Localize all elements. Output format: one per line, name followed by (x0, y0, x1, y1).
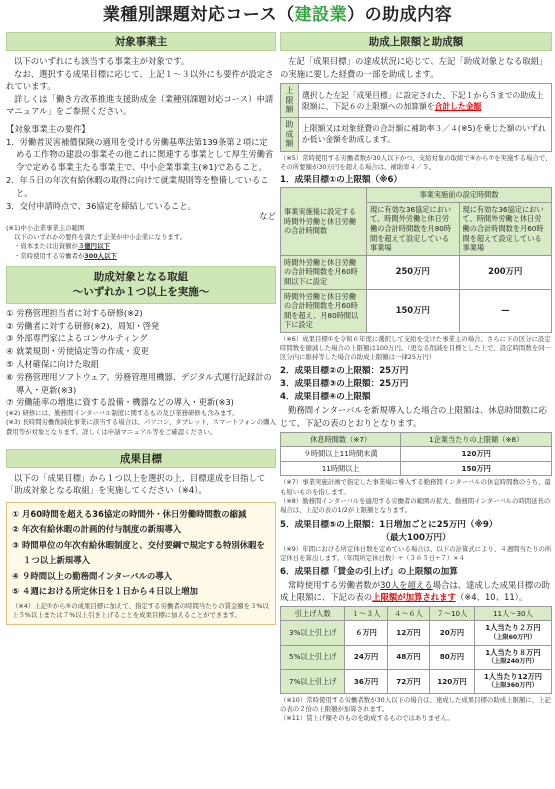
goal-item: ③ 時間単位の年次有給休暇制度と、交付要綱で規定する特別休暇を１つ以上新規導入 (12, 539, 265, 566)
effort-item: ② 労働者に対する研修(※2)、周知・啓発 (6, 320, 160, 331)
requirement-1: 1．労働者災害補償保険の適用を受ける労働基準法第139条第２項に定める工作物の建設の事業その他これに関連する事業として厚生労働省令で定める事業主たる事業主で、中小企業事業主(※1)であること。 (6, 136, 274, 173)
sme-note-c: ・常時使用する労働者が300人以下 (14, 251, 117, 260)
goal2-limit: 2．成果目標②の上限額：25万円 (280, 366, 409, 377)
goal6-cell: 36万円 (345, 669, 387, 693)
limit-desc: 選択した左記「成果目標」に設定された、下記１から５までの助成上限額に、下記６の上限額への加算額を合計した金額 (299, 84, 552, 118)
note-11: （※11）賃上げ額そのものを助成するものではありません。 (280, 714, 454, 723)
target-text-1: 以下のいずれにも該当する事業主が対象です。 (14, 56, 190, 66)
goal4-cell: 150万円 (401, 461, 552, 476)
goal6-table (280, 606, 552, 694)
requirements-title: 【対象事業主の要件】 (6, 123, 90, 134)
subsidy-label: 助成額 (281, 117, 299, 151)
goal1-head-group: 事業実施前の設定時間数 (367, 188, 552, 203)
effort-item: ① 労務管理担当者に対する研修(※2) (6, 307, 143, 318)
sme-note (6, 224, 276, 261)
goal6-head: ７～10人 (430, 606, 475, 621)
goal4-cell: ９時間以上11時間未満 (281, 447, 401, 462)
goal6-row-label: 3%以上引上げ (281, 621, 345, 645)
goal1-table (280, 187, 552, 333)
goal1-row-label: 時間外労働と休日労働の合計時間数を月60時間以下に設定 (281, 255, 367, 289)
efforts-note-3: (※3) 長時間労働削減化事業に該当する場合は、パソコン、タブレット、スマートフォンの購入費用等が対象となります。詳しくは申請マニュアル等をご確認ください。 (6, 418, 276, 436)
goal1-cell: 150万円 (367, 289, 460, 332)
goal6-head: 引上げ人数 (281, 606, 345, 621)
goals-box (6, 502, 276, 625)
effort-item: ⑦ 労働能率の増進に資する設備・機器などの導入・更新(※3) (6, 397, 234, 408)
goals-note-4: （※4）上記①から⑤の成果目標に加えて、指定する労働者の時間当たりの賃金額を３%以上５%以上または７%以上引き上げることを成果目標に加えることができます。 (12, 601, 269, 620)
note-9: （※9）年間における所定休日数を定めている場合は、以下の計算式により、４週間当たりの所定休日を算出します。（年間所定休日数）÷（３６５日÷７）×４ (280, 545, 552, 563)
goal6-cell: 80万円 (430, 645, 475, 669)
note-6: （※6）成果目標①を令和６年度に選択して支給を受けた事業主の場合、さらに下の区分に設定時間数を縮減した場合の上限額は100万円。（更なる削減を目標とした上で、設定時間数を同一区分内に維持等した場合の助成上限額は一律25万円） (280, 334, 551, 362)
goal1-title: 1．成果目標①の上限額（※6） (280, 175, 403, 186)
goal-item: ④ ９時間以上の勤務間インターバルの導入 (12, 570, 173, 581)
goal6-cell: 20万円 (430, 621, 475, 645)
note-8: （※8）勤務間インターバルを適用する労働者の範囲の拡大、勤務間インターバルの時間延長の場合は、上記の表の1/2が上限額となります。 (280, 496, 551, 515)
goal1-cell: 200万円 (459, 255, 552, 289)
goal4-cell: 11時間以上 (281, 461, 401, 476)
effort-item: ③ 外部専門家によるコンサルティング (6, 333, 148, 344)
goal1-head-left: 事業実施後に設定する時間外労働と休日労働の合計時間数 (281, 188, 367, 256)
goal6-cell: 24万円 (345, 645, 387, 669)
page-title: 業種別課題対応コース（建設業）の助成内容 (102, 5, 453, 25)
goal6-head: 11人～30人 (474, 606, 551, 621)
target-text-2: なお、選択する成果目標に応じて、上記１～３以外にも要件が設定されています。 (6, 68, 274, 92)
limit-text: 左記「成果目標」の達成状況に応じて、左記「助成対象となる取組」の実施に要した経費の一部を助成します。 (280, 56, 548, 79)
goal1-row-label: 時間外労働と休日労働の合計時間数を月60時間を超え、月80時間以下に設定 (281, 289, 367, 332)
goal6-cell: 1人当たり２万円 （上限60万円） (474, 621, 551, 645)
goal1-cell: — (459, 289, 552, 332)
sme-note-a: 以下のいずれかの要件を満たす企業が中小企業になります。 (14, 233, 187, 242)
requirements-list (6, 136, 276, 213)
goal6-row-label: 5%以上引上げ (281, 645, 345, 669)
goal4-text: 勤務間インターバルを新規導入した場合の上限額は、休息時間数に応じて、下記の表のとおりとなります。 (280, 405, 547, 429)
goal6-text: 常時使用する労働者数が30人を超える場合は、達成した成果目標の助成上限額に、下記の表の上限額が加算されます（※4、10、11）。 (280, 579, 550, 603)
efforts-header: 助成対象となる取組 ～いずれか１つ以上を実施～ (6, 266, 276, 304)
target-header: 対象事業主 (6, 32, 276, 51)
limit-label: 上限額 (281, 84, 299, 118)
goal6-head: １～３人 (345, 606, 387, 621)
efforts-list (6, 307, 276, 409)
efforts-note-2: (※2) 研修には、勤務間インターバル制度に関するもの及び業務研修も含みます。 (6, 409, 239, 418)
goal6-head: ４～６人 (387, 606, 429, 621)
goal6-cell: 1人当たり12万円 （上限360万円） (474, 669, 551, 693)
goal1-head-c2: 現に有効な36協定において、時間外労働と休日労働の合計時間数を月60時間を超えて設定している事業場 (459, 202, 552, 255)
effort-item: ⑥ 労務管理用ソフトウェア、労務管理用機器、デジタル式運行記録計の導入・更新(※3) (6, 371, 272, 395)
goals-text: 以下の「成果目標」から１つ以上を選択の上、目標達成を目指して「助成対象となる取組」を実施してください（※4）。 (6, 472, 266, 496)
effort-item: ⑤ 人材確保に向けた取組 (6, 358, 100, 369)
left-column (6, 32, 276, 625)
goal6-cell: ６万円 (345, 621, 387, 645)
goal6-title: 6．成果目標「賃金の引上げ」の上限額の加算 (280, 566, 458, 577)
goal6-cell: 48万円 (387, 645, 429, 669)
goal1-cell: 250万円 (367, 255, 460, 289)
requirement-3: 3．交付申請時点で、36協定を締結していること。 (6, 200, 196, 211)
goal4-table (280, 432, 552, 477)
goal6-cell: 12万円 (387, 621, 429, 645)
goal6-row-label: 7%以上引上げ (281, 669, 345, 693)
goal1-head-c1: 現に有効な36協定において、時間外労働と休日労働の合計時間数を月80時間を超えて設定している事業場 (367, 202, 460, 255)
subsidy-desc: 上限額又は対象経費の合計額に補助率３／４(※5)を乗じた額のいずれか低い金額を助成します。 (299, 117, 552, 151)
goals-header: 成果目標 (6, 449, 276, 468)
goal4-title: 4．成果目標④の上限額 (280, 392, 371, 403)
goal6-cell: 72万円 (387, 669, 429, 693)
goal6-cell: 120万円 (430, 669, 475, 693)
goal3-limit: 3．成果目標③の上限額：25万円 (280, 379, 409, 390)
goal4-head: 休息時間数（※7） (281, 432, 401, 447)
goal4-cell: 120万円 (401, 447, 552, 462)
goal-item: ① 月60時間を超える36協定の時間外・休日労働時間数の縮減 (12, 508, 247, 519)
requirement-2: 2．年５日の年次有給休暇の取得に向けて就業規則等を整備していること。 (6, 174, 269, 198)
goal5-title: 5．成果目標⑤の上限額：1日増加ごとに25万円（※9） (280, 520, 498, 531)
goal-item: ② 年次有給休暇の計画的付与制度の新規導入 (12, 524, 182, 535)
limit-header: 助成上限額と助成額 (280, 32, 552, 51)
note-5: （※5）常時使用する労働者数が30人以下かつ、支給対象の取組で⑥から⑦を実施する場合で、その所要額が30万円を超える場合は、補助率４／５。 (280, 153, 552, 171)
sme-note-b: ・資本または出資額が３億円以下 (14, 242, 110, 251)
goal5-max: （最大100万円） (381, 533, 451, 544)
requirements-etc: など (259, 211, 276, 222)
target-text-3: 詳しくは「働き方改革推進支援助成金（業種別課題対応コース）申請マニュアル」をご参照ください。 (6, 93, 274, 117)
right-column (280, 32, 552, 724)
goal-item: ⑤ ４週における所定休日を１日から４日以上増加 (12, 586, 198, 597)
sme-note-title: (※1)中小企業事業主の範囲 (6, 223, 85, 232)
note-10: （※10）常時使用する労働者数が30人以下の場合は、達成した成果目標の助成上限額に、上記の表の２倍の上限額が加算されます。 (280, 696, 551, 714)
limit-table (280, 83, 552, 152)
goal6-cell: 1人当たり８万円 （上限240万円） (474, 645, 551, 669)
effort-item: ④ 就業規則・労使協定等の作成・変更 (6, 346, 149, 357)
goal4-head: 1企業当たりの上限額（※8） (401, 432, 552, 447)
note-7: （※7）事業実施計画で指定した事業場に導入する勤務間インターバルの休息時間数のうち、最も短いものを指します。 (280, 478, 551, 496)
